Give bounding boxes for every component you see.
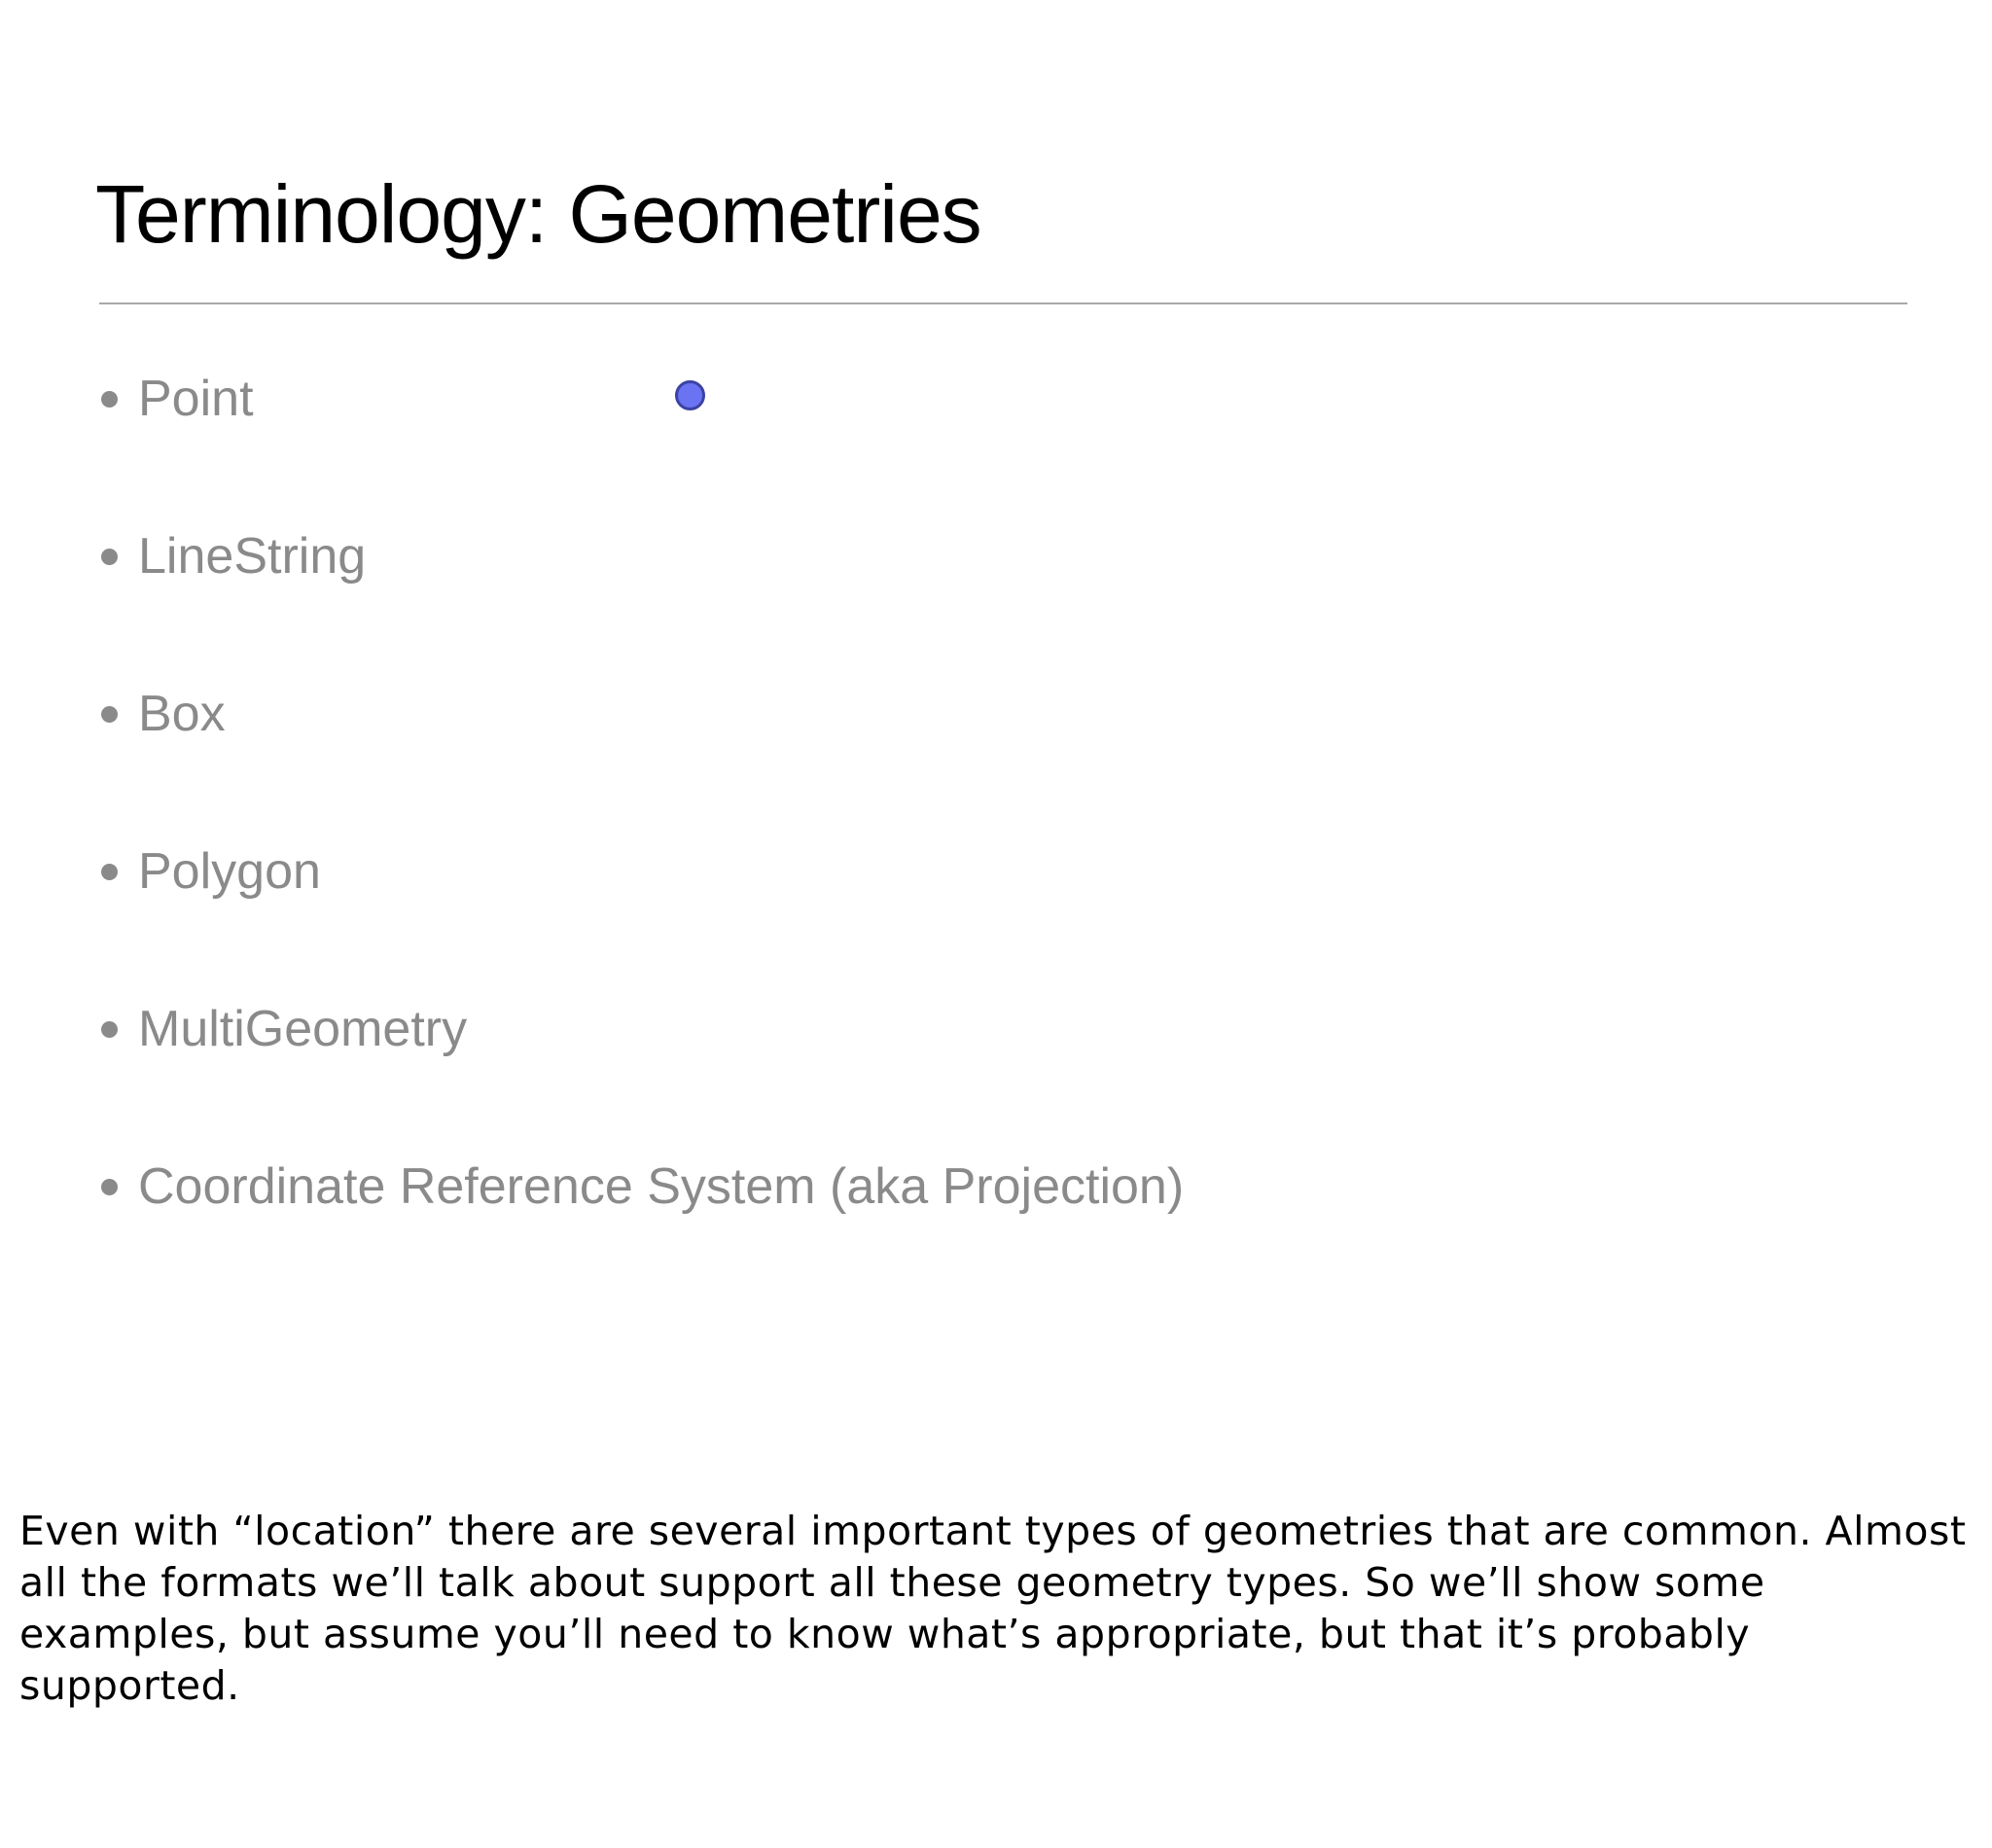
bullet-label: MultiGeometry bbox=[138, 1001, 468, 1057]
title-divider bbox=[99, 302, 1907, 304]
bullet-label: Polygon bbox=[138, 843, 321, 900]
slide-title: Terminology: Geometries bbox=[95, 168, 981, 260]
bullet-label: Box bbox=[138, 686, 226, 742]
bullet-dot-icon bbox=[101, 1021, 118, 1038]
bullet-label: LineString bbox=[138, 528, 367, 585]
bullet-dot-icon bbox=[101, 391, 118, 408]
bullet-dot-icon bbox=[101, 864, 118, 880]
bullet-label: Coordinate Reference System (aka Projection) bbox=[138, 1158, 1185, 1215]
bullet-dot-icon bbox=[101, 549, 118, 565]
speaker-notes: Even with “location” there are several important types of geometries that are common. Almost all the formats we’ll talk about support all these geometry types. So we’ll show some examples, but assume you’ll need to know what’s appropriate, but that it’s probably supported. bbox=[19, 1508, 1967, 1709]
bullet-dot-icon bbox=[101, 1179, 118, 1195]
bullet-label: Point bbox=[138, 371, 254, 427]
point-geometry-demo-icon bbox=[675, 380, 705, 410]
bullet-dot-icon bbox=[101, 706, 118, 723]
